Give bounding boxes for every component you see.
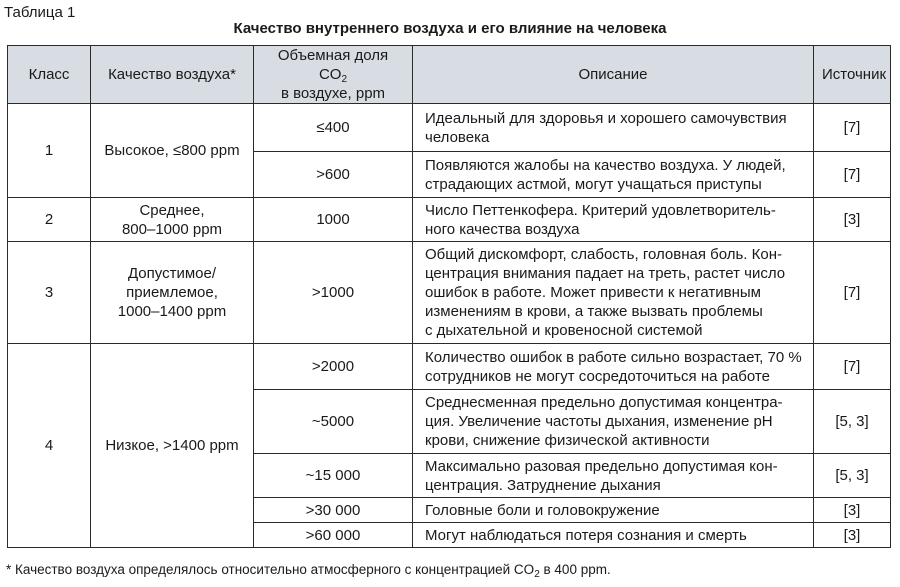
description-line: Число Петтенкофера. Критерий удовлетворитель-	[425, 201, 776, 219]
source-cell: [7]	[814, 242, 891, 344]
description-cell	[413, 104, 814, 152]
co2-cell: ~15 000	[254, 454, 413, 498]
description-cell	[413, 390, 814, 454]
description-cell	[413, 152, 814, 198]
co2-cell: >1000	[254, 242, 413, 344]
description-cell	[413, 523, 814, 548]
header-co2-line2: в воздухе, ppm	[280, 85, 386, 102]
table-body	[8, 104, 891, 548]
footnote-text-end: в 400 ppm.	[539, 562, 611, 577]
source-cell: [7]	[814, 104, 891, 152]
footnote	[6, 562, 611, 580]
header-quality: Качество воздуха*	[91, 46, 254, 104]
source-cell: [3]	[814, 498, 891, 523]
source-cell: [3]	[814, 198, 891, 242]
quality-cell	[91, 104, 254, 198]
quality-cell	[91, 198, 254, 242]
quality-line: 1000–1400 ppm	[117, 303, 227, 320]
co2-cell: >2000	[254, 344, 413, 390]
description-line: с дыхательной и кровеносной системой	[425, 322, 703, 339]
source-cell: [5, 3]	[814, 454, 891, 498]
header-source: Источник	[814, 46, 891, 104]
description-line: человека	[425, 128, 490, 146]
source-cell: [7]	[814, 344, 891, 390]
description-cell	[413, 198, 814, 242]
footnote-text: * Качество воздуха определялось относительно атмосферного с концентрацией CO	[6, 562, 535, 577]
quality-line: Низкое, >1400 ppm	[105, 437, 239, 454]
description-line: страдающих астмой, могут учащаться приступы	[425, 175, 762, 193]
table-title: Качество внутреннего воздуха и его влияние на человека	[233, 20, 667, 37]
class-cell: 1	[8, 104, 91, 198]
quality-line: Высокое, ≤800 ppm	[104, 142, 240, 159]
co2-cell: >600	[254, 152, 413, 198]
header-co2-line1: Объемная доля CO	[277, 47, 389, 83]
description-line: Идеальный для здоровья и хорошего самочувствия	[425, 109, 787, 127]
description-line: сотрудников не могут сосредоточиться на работе	[425, 367, 770, 385]
table-header-row	[8, 46, 891, 104]
description-line: ного качества воздуха	[425, 220, 580, 238]
description-line: центрация. Затруднение дыхания	[425, 476, 661, 494]
description-line: ция. Увеличение частоты дыхания, изменение pH	[425, 413, 773, 430]
footnote-subscript: 2	[534, 569, 540, 580]
table-row	[8, 104, 891, 152]
description-line: Могут наблюдаться потеря сознания и смерть	[425, 526, 747, 544]
class-cell: 4	[8, 344, 91, 548]
air-quality-table	[7, 45, 891, 548]
co2-cell: 1000	[254, 198, 413, 242]
quality-line: Допустимое/	[127, 265, 217, 282]
header-class: Класс	[8, 46, 91, 104]
table-row	[8, 198, 891, 242]
table-row	[8, 242, 891, 344]
table-row	[8, 344, 891, 390]
description-line: Максимально разовая предельно допустимая кон-	[425, 457, 778, 475]
description-line: Среднесменная предельно допустимая концентра-	[425, 394, 783, 411]
description-line: Головные боли и головокружение	[425, 501, 660, 519]
description-line: центрация внимания падает на треть, растет число	[425, 265, 786, 282]
class-cell: 3	[8, 242, 91, 344]
table-caption: Таблица 1	[4, 4, 76, 21]
header-co2	[254, 46, 413, 104]
description-cell	[413, 242, 814, 344]
description-cell	[413, 498, 814, 523]
quality-cell	[91, 242, 254, 344]
description-line: Появляются жалобы на качество воздуха. У людей,	[425, 156, 786, 174]
quality-line: приемлемое,	[126, 284, 218, 301]
source-cell: [3]	[814, 523, 891, 548]
description-cell	[413, 454, 814, 498]
description-line: ошибок в работе. Может привести к негативным	[425, 284, 761, 301]
quality-cell	[91, 344, 254, 548]
co2-cell: ≤400	[254, 104, 413, 152]
class-cell: 2	[8, 198, 91, 242]
co2-cell: ~5000	[254, 390, 413, 454]
co2-cell: >30 000	[254, 498, 413, 523]
header-description: Описание	[413, 46, 814, 104]
description-line: Общий дискомфорт, слабость, головная боль. Кон-	[425, 246, 782, 263]
source-cell: [7]	[814, 152, 891, 198]
source-cell: [5, 3]	[814, 390, 891, 454]
co2-cell: >60 000	[254, 523, 413, 548]
description-line: Количество ошибок в работе сильно возрастает, 70 %	[425, 348, 802, 366]
description-line: крови, снижение физической активности	[425, 432, 710, 449]
header-co2-subscript: 2	[341, 74, 348, 85]
description-line: изменениям в крови, а также вызвать проблемы	[425, 303, 763, 320]
description-cell	[413, 344, 814, 390]
quality-line: 800–1000 ppm	[121, 220, 223, 238]
quality-line: Среднее,	[139, 201, 205, 219]
